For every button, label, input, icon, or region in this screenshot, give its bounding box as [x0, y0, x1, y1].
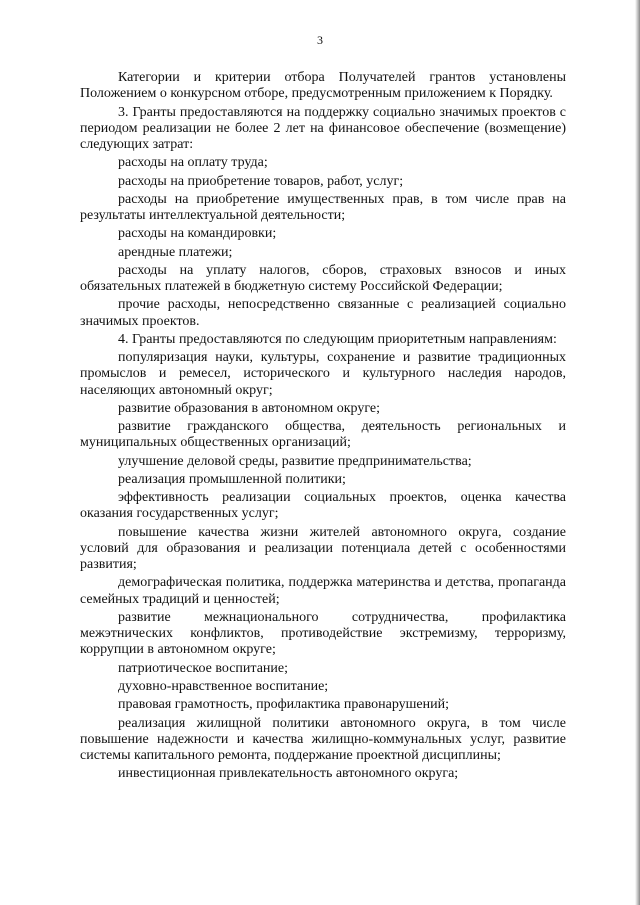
expense-item: расходы на командировки;: [118, 226, 277, 242]
priority-item: популяризация науки, культуры, сохранение и развитие традиционных промыслов и ремесел, исторического и культурного наследия народов, населяющих автономный округ;: [80, 350, 566, 398]
document-body: [80, 70, 566, 785]
paragraph-item-3: 3. Гранты предоставляются на поддержку социально значимых проектов с периодом реализации не более 2 лет на финансовое обеспечение (возмещение) следующих затрат:: [80, 104, 566, 152]
priority-item: эффективность реализации социальных проектов, оценка качества оказания государственных услуг;: [80, 490, 566, 522]
expense-item: расходы на приобретение товаров, работ, услуг;: [118, 173, 404, 189]
page-number: 3: [317, 33, 323, 47]
priority-item: демографическая политика, поддержка материнства и детства, пропаганда семейных традиций и ценностей;: [80, 575, 566, 607]
priority-item: духовно-нравственное воспитание;: [118, 678, 329, 694]
priority-item: патриотическое воспитание;: [118, 660, 288, 676]
priority-item: реализация жилищной политики автономного округа, в том числе повышение надежности и качества жилищно-коммунальных услуг, развитие системы капитального ремонта, поддержание проектной дисциплины;: [80, 715, 566, 763]
priority-item: развитие образования в автономном округе;: [118, 400, 380, 416]
expense-item: расходы на приобретение имущественных прав, в том числе прав на результаты интеллектуальной деятельности;: [80, 191, 566, 223]
paragraph-categories: Категории и критерии отбора Получателей грантов установлены Положением о конкурсном отборе, предусмотренным приложением к Порядку.: [80, 70, 566, 102]
expense-item: расходы на уплату налогов, сборов, страховых взносов и иных обязательных платежей в бюджетную систему Российской Федерации;: [80, 262, 566, 295]
priority-item: реализация промышленной политики;: [118, 471, 346, 487]
priority-item: улучшение деловой среды, развитие предпринимательства;: [118, 453, 472, 469]
priority-item: развитие межнационального сотрудничества, профилактика межэтнических конфликтов, противодействие экстремизму, терроризму, коррупции в автономном округе;: [80, 609, 566, 658]
paragraph-item-4: 4. Гранты предоставляются по следующим приоритетным направлениям:: [118, 331, 557, 347]
priority-item: развитие гражданского общества, деятельность региональных и муниципальных общественных организаций;: [80, 419, 566, 451]
expense-item: прочие расходы, непосредственно связанные с реализацией социально значимых проектов.: [80, 297, 566, 329]
expense-item: арендные платежи;: [118, 244, 233, 260]
priority-item: инвестиционная привлекательность автономного округа;: [118, 766, 459, 782]
priority-item: правовая грамотность, профилактика правонарушений;: [118, 697, 449, 713]
priority-item: повышение качества жизни жителей автономного округа, создание условий для образования и реализации потенциала детей с особенностями развития;: [80, 524, 566, 573]
expense-item: расходы на оплату труда;: [118, 155, 268, 171]
scan-page-edge: [635, 0, 640, 905]
